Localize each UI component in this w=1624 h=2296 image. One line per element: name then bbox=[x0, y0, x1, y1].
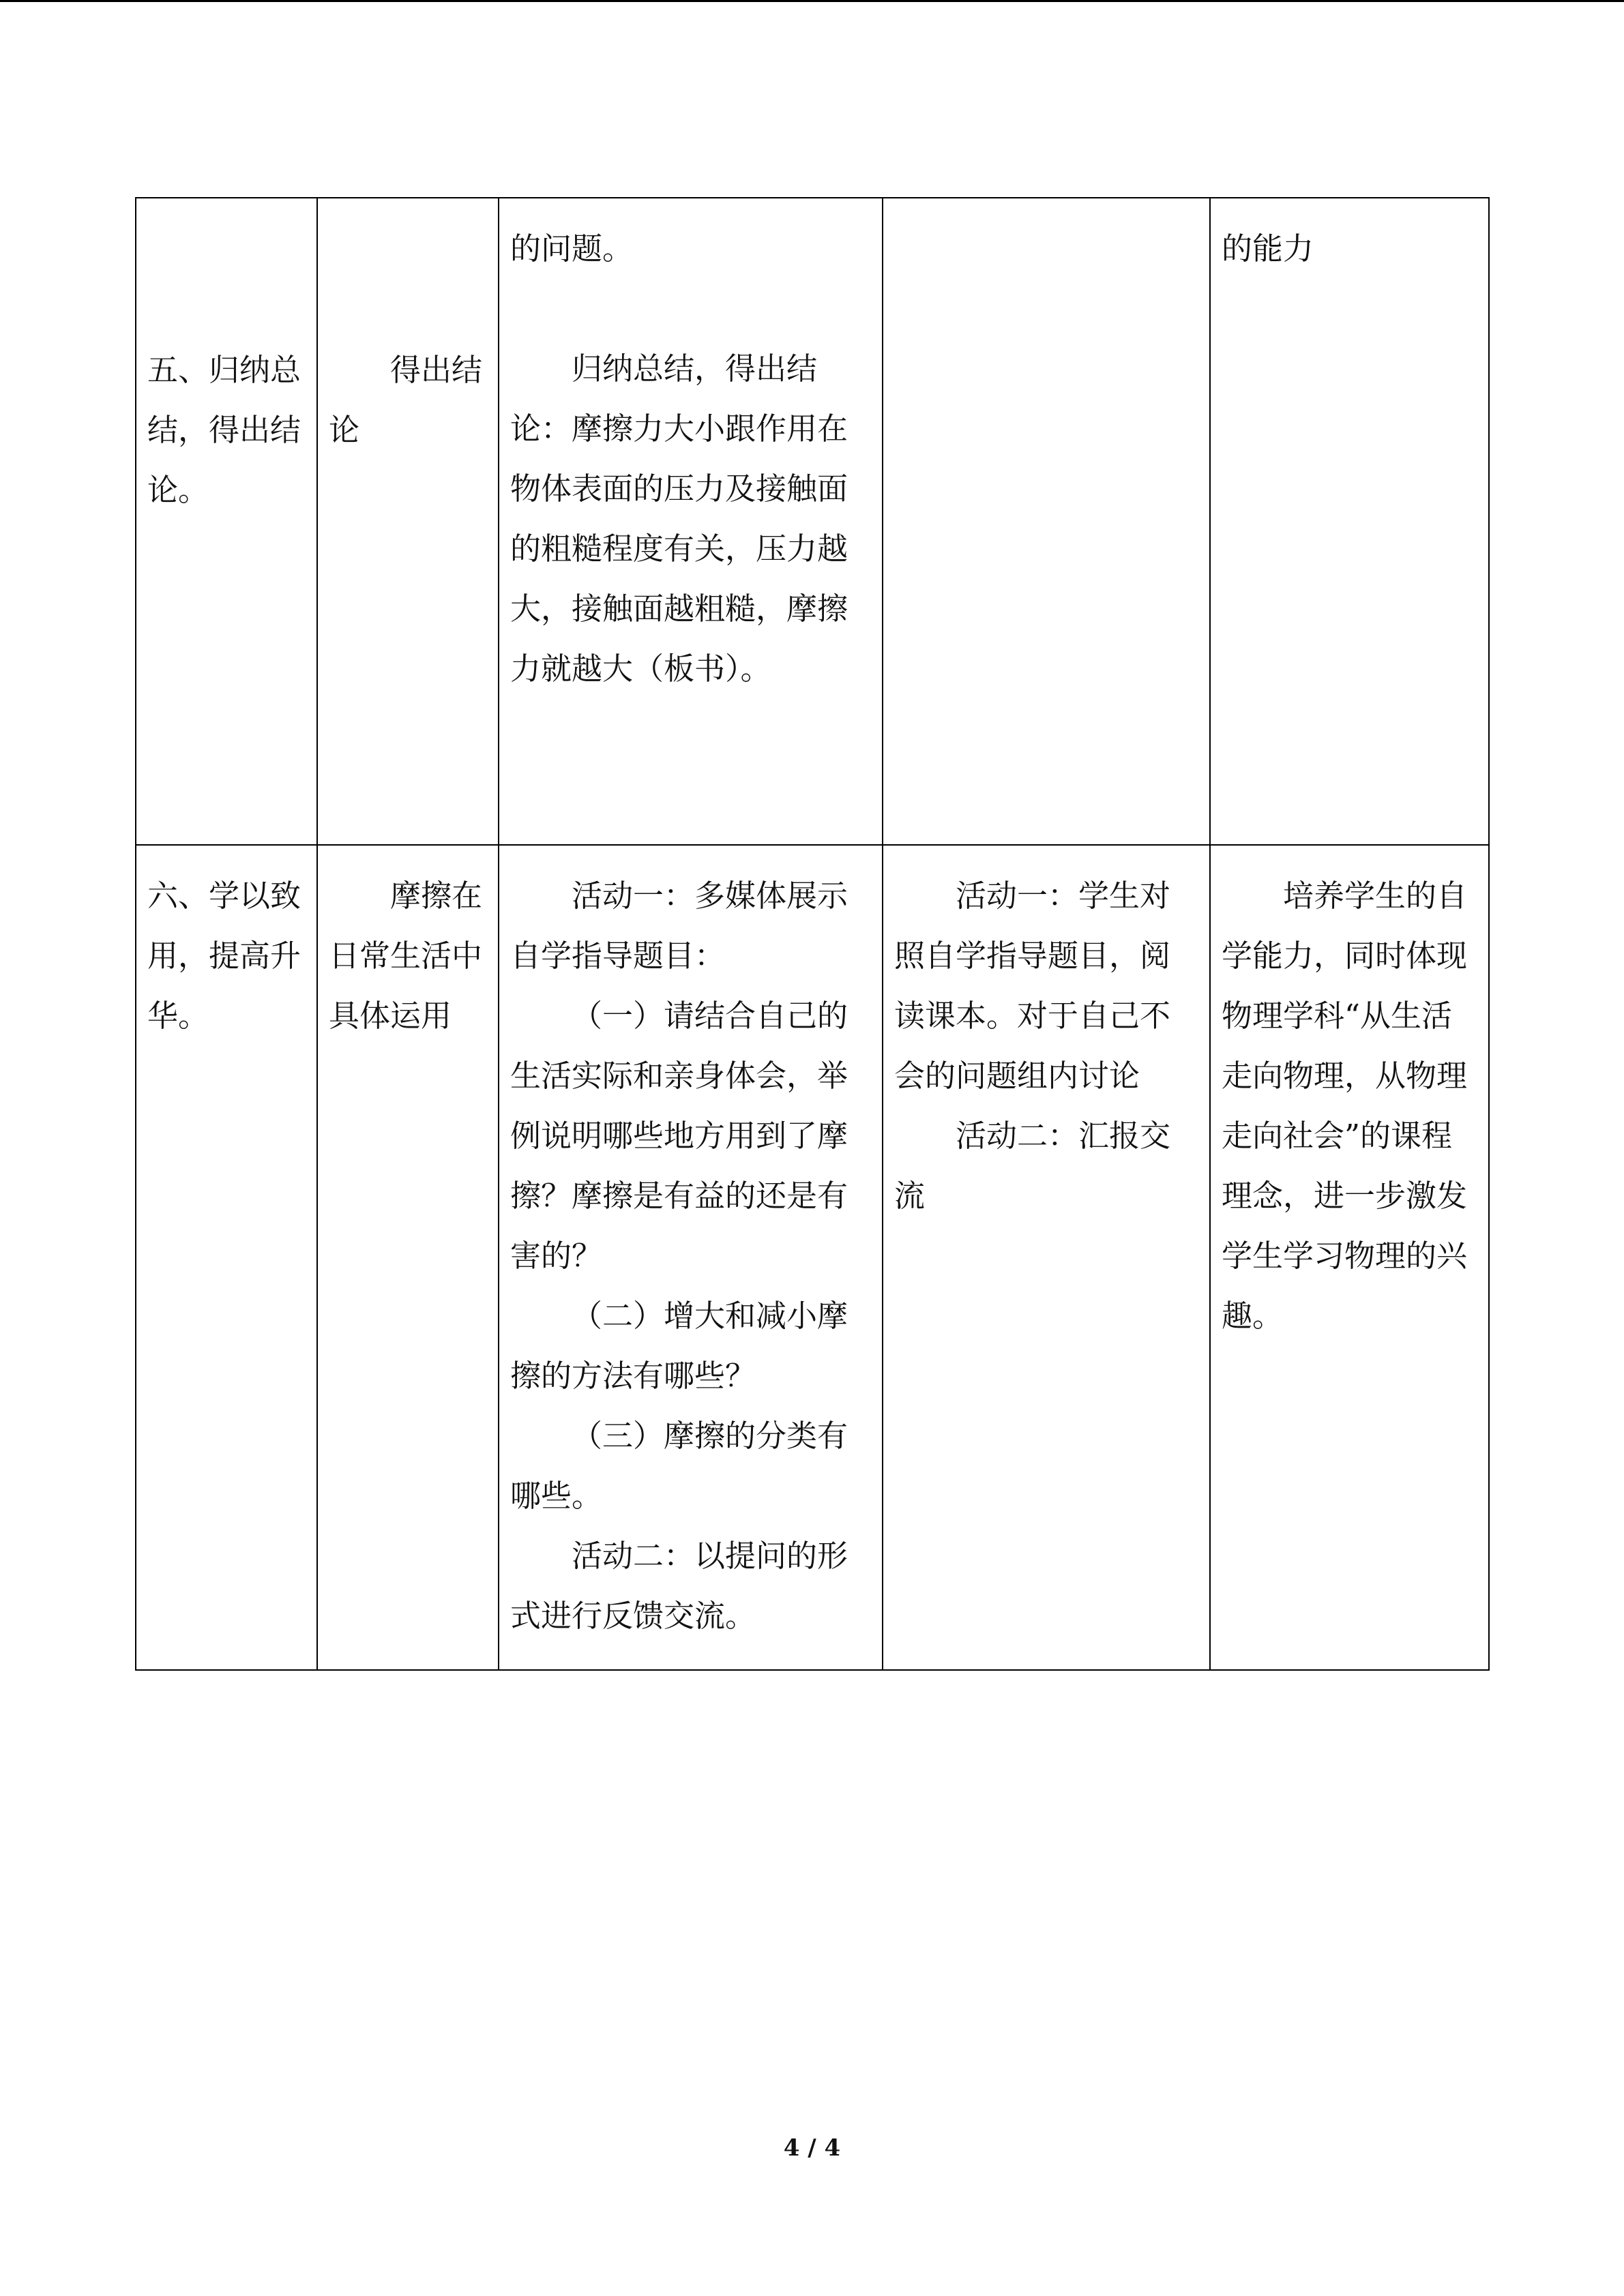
table-row bbox=[136, 198, 1489, 845]
lesson-plan-table bbox=[135, 197, 1490, 1671]
teacher-line: 的问题。 bbox=[510, 230, 634, 267]
teacher-line: （二）增大和减小摩擦的方法有哪些？ bbox=[510, 1298, 848, 1394]
top-border-line bbox=[0, 0, 1624, 2]
teacher-activity-cell bbox=[499, 198, 883, 845]
student-activity-cell bbox=[883, 845, 1210, 1670]
content-text: 摩擦在日常生活中具体运用 bbox=[329, 878, 483, 1034]
purpose-text: 的能力 bbox=[1222, 230, 1314, 267]
teacher-activity-cell bbox=[499, 845, 883, 1670]
student-line: 活动二：汇报交流 bbox=[894, 1118, 1171, 1214]
stage-cell bbox=[136, 198, 317, 845]
content-text: 得出结论 bbox=[329, 352, 483, 448]
purpose-text: 培养学生的自学能力，同时体现物理学科“从生活走向物理，从物理走向社会”的课程理念，进一步激发学生学习物理的兴趣。 bbox=[1222, 878, 1468, 1334]
content-cell bbox=[317, 198, 499, 845]
stage-cell bbox=[136, 845, 317, 1670]
purpose-cell bbox=[1210, 198, 1489, 845]
purpose-cell bbox=[1210, 845, 1489, 1670]
teacher-line: （三）摩擦的分类有哪些。 bbox=[510, 1418, 848, 1514]
blank-line bbox=[510, 279, 871, 339]
teacher-line: 活动二：以提问的形式进行反馈交流。 bbox=[510, 1538, 848, 1634]
student-line: 活动一：学生对照自学指导题目，阅读课本。对于自己不会的问题组内讨论 bbox=[894, 878, 1171, 1094]
teacher-line: （一）请结合自己的生活实际和亲身体会，举例说明哪些地方用到了摩擦？摩擦是有益的还是有害的？ bbox=[510, 998, 848, 1274]
stage-text: 五、归纳总结，得出结论。 bbox=[147, 352, 301, 508]
student-activity-cell bbox=[883, 198, 1210, 845]
teacher-line: 活动一：多媒体展示自学指导题目： bbox=[510, 878, 848, 974]
teacher-line: 归纳总结，得出结论：摩擦力大小跟作用在物体表面的压力及接触面的粗糙程度有关，压力越大，接触面越粗糙，摩擦力就越大（板书）。 bbox=[510, 351, 848, 687]
page-number: 4 / 4 bbox=[783, 2134, 841, 2162]
stage-text: 六、学以致用，提高升华。 bbox=[147, 878, 301, 1034]
table-row bbox=[136, 845, 1489, 1670]
content-cell bbox=[317, 845, 499, 1670]
